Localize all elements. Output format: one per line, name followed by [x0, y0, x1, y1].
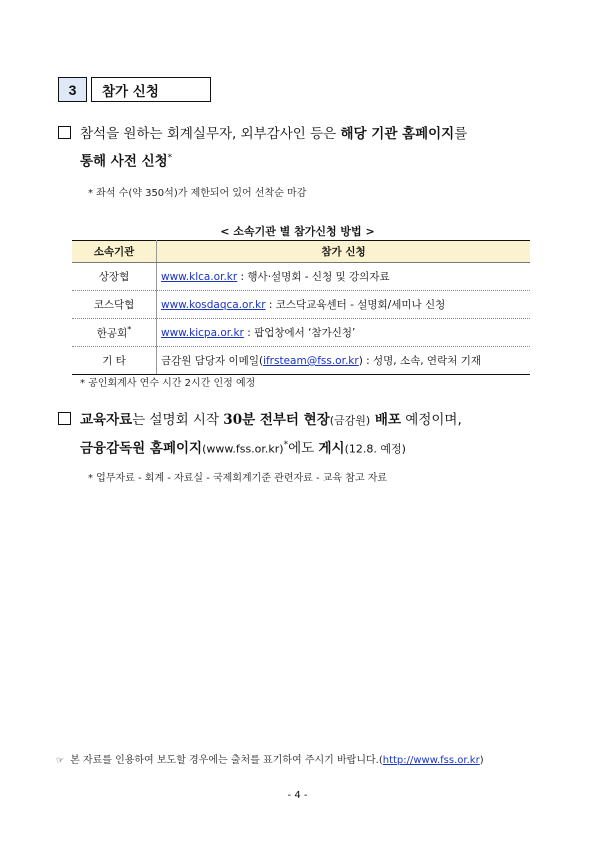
- paragraph-line-1: 교육자료는 설명회 시작 30분 전부터 현장(금감원) 배포 예정이며,: [58, 408, 548, 433]
- org-cell: 기 타: [72, 347, 157, 375]
- registration-table: [72, 240, 530, 375]
- paragraph-line-2: 통해 사전 신청*: [80, 153, 173, 170]
- table-row: [72, 291, 530, 319]
- method-cell: www.kicpa.or.kr : 팝업창에서 ‘참가신청’: [157, 319, 531, 347]
- note-cpa-credit: * 공인회계사 연수 시간 2시간 인정 예정: [80, 378, 256, 389]
- table-row: [72, 347, 530, 375]
- section-header: [58, 77, 211, 102]
- note-seat-limit: * 좌석 수(약 350석)가 제한되어 있어 선착순 마감: [88, 188, 307, 199]
- paragraph-line-1: 참석을 원하는 회계실무자, 외부감사인 등은 해당 기관 홈페이지를: [58, 122, 548, 146]
- section-title: 참가 신청: [91, 77, 211, 102]
- paragraph-registration: [58, 122, 548, 174]
- pointing-hand-icon: ☞: [56, 756, 65, 766]
- table-row: [72, 263, 530, 291]
- section-number: 3: [58, 77, 87, 102]
- paragraph-materials: [58, 408, 548, 462]
- table-header-org: 소속기관: [72, 241, 157, 263]
- checkbox-bullet-icon: [58, 412, 71, 425]
- method-cell: 금감원 담당자 이메일(ifrsteam@fss.or.kr) : 성명, 소속, 연락처 기재: [157, 347, 531, 375]
- kosdaqca-link[interactable]: www.kosdaqca.or.kr: [161, 299, 266, 311]
- org-cell: 상장협: [72, 263, 157, 291]
- checkbox-bullet-icon: [58, 126, 71, 139]
- table-row: [72, 319, 530, 347]
- org-cell: 한공회*: [72, 319, 157, 347]
- fss-homepage-link[interactable]: http://www.fss.or.kr: [382, 755, 480, 766]
- method-cell: www.kosdaqca.or.kr : 코스닥교육센터 - 설명회/세미나 신청: [157, 291, 531, 319]
- citation-notice: ☞ 본 자료를 인용하여 보도할 경우에는 출처를 표기하여 주시기 바랍니다.(http://www.fss.or.kr): [56, 755, 484, 766]
- paragraph-line-2: 금융감독원 홈페이지(www.fss.or.kr)*에도 게시(12.8. 예정): [80, 440, 406, 457]
- kicpa-link[interactable]: www.kicpa.or.kr: [161, 327, 244, 339]
- org-cell: 코스닥협: [72, 291, 157, 319]
- table-title: < 소속기관 별 참가신청 방법 >: [220, 225, 375, 238]
- page-number: - 4 -: [287, 790, 308, 801]
- email-link[interactable]: ifrsteam@fss.or.kr: [263, 355, 359, 367]
- table-header-method: 참가 신청: [157, 241, 531, 263]
- note-material-path: * 업무자료 - 회계 - 자료실 - 국제회계기준 관련자료 - 교육 참고 자료: [88, 473, 388, 484]
- method-cell: www.klca.or.kr : 행사·설명회 - 신청 및 강의자료: [157, 263, 531, 291]
- klca-link[interactable]: www.klca.or.kr: [161, 271, 238, 283]
